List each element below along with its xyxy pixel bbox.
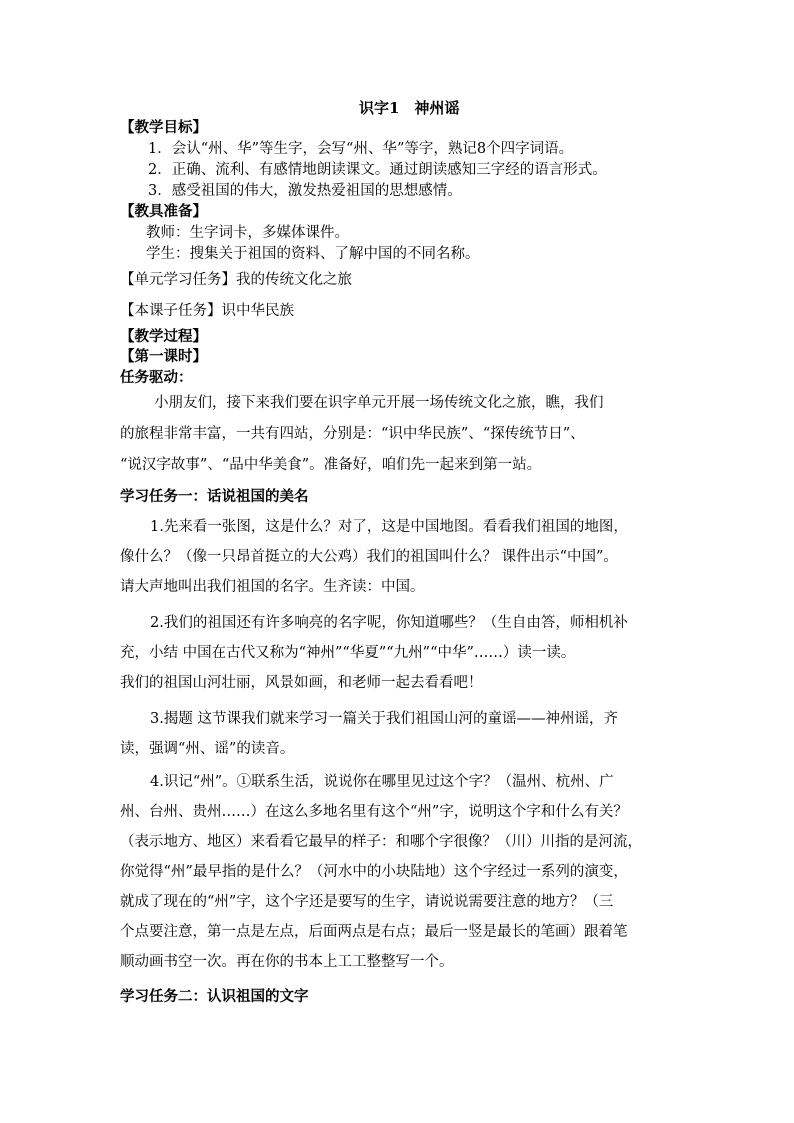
paragraph-line: 像什么？（像一只昂首挺立的大公鸡）我们的祖国叫什么？ 课件出示“中国”。 — [120, 549, 618, 565]
paragraph-line: 顺动画书空一次。再在你的书本上工工整整写一个。 — [120, 954, 454, 970]
paragraph-line: 2.我们的祖国还有许多响亮的名字呢，你知道哪些？（生自由答，师相机补 — [150, 615, 628, 631]
task1-paragraph-2 — [120, 608, 690, 698]
paragraph-line: 读，强调“州、谣”的读音。 — [120, 741, 295, 757]
paragraph-line: 3.揭题 这节课我们就来学习一篇关于我们祖国山河的童谣——神州谣，齐 — [150, 711, 618, 727]
prep-header: 【教具准备】 — [120, 203, 207, 220]
drive-line: 小朋友们，接下来我们要在识字单元开展一场传统文化之旅，瞧，我们 — [154, 395, 604, 411]
task1-paragraph-1 — [120, 512, 690, 602]
paragraph-line: 1.先来看一张图，这是什么？对了，这是中国地图。看看我们祖国的地图， — [150, 519, 628, 535]
drive-line: 的旅程非常丰富，一共有四站，分别是：“识中华民族”、“探传统节日”、 — [120, 426, 585, 442]
lesson-subtask: 【本课子任务】识中华民族 — [120, 303, 294, 319]
paragraph-line: 州、台州、贵州……）在这么多地名里有这个“州”字，说明这个字和什么有关？ — [120, 804, 628, 820]
prep-item: 教师：生字词卡，多媒体课件。 — [146, 225, 349, 241]
goal-item: 1．会认“州、华”等生字，会写“州、华”等字，熟记8个四字词语。 — [148, 141, 574, 157]
task1-paragraph-4 — [120, 767, 690, 977]
task2-header: 学习任务二：认识祖国的文字 — [120, 988, 309, 1005]
period-header: 【第一课时】 — [120, 348, 207, 365]
paragraph-line: 就成了现在的“州”字，这个字还是要写的生字，请说说需要注意的地方？（三 — [120, 894, 614, 910]
paragraph-line: 你觉得“州”最早指的是什么？（河水中的小块陆地）这个字经过一系列的演变， — [120, 864, 628, 880]
unit-task: 【单元学习任务】我的传统文化之旅 — [120, 272, 352, 288]
paragraph-line: 我们的祖国山河壮丽，风景如画，和老师一起去看看吧！ — [120, 675, 483, 691]
task1-header: 学习任务一：话说祖国的美名 — [120, 488, 309, 505]
paragraph-line: 个点要注意，第一点是左点，后面两点是右点；最后一竖是最长的笔画）跟着笔 — [120, 924, 628, 940]
drive-header: 任务驱动： — [120, 369, 193, 386]
paragraph-line: 充，小结 中国在古代又称为“神州”“华夏”“九州”“中华”……）读一读。 — [120, 645, 576, 661]
paragraph-line: 4.识记“州”。①联系生活，说说你在哪里见过这个字？（温州、杭州、广 — [150, 774, 614, 790]
paragraph-line: （表示地方、地区）来看看它最早的样子：和哪个字很像？（川）川指的是河流， — [120, 834, 642, 850]
task1-paragraph-3 — [120, 704, 690, 764]
lesson-title: 识字1 神州谣 — [359, 99, 460, 117]
drive-line: “说汉字故事”、“品中华美食”。准备好，咱们先一起来到第一站。 — [120, 457, 542, 473]
goals-header: 【教学目标】 — [120, 119, 207, 136]
process-header: 【教学过程】 — [120, 328, 207, 345]
goal-item: 2．正确、流利、有感情地朗读课文。通过朗读感知三字经的语言形式。 — [148, 162, 607, 178]
prep-item: 学生：搜集关于祖国的资料、了解中国的不同名称。 — [146, 246, 480, 262]
goal-item: 3．感受祖国的伟大，激发热爱祖国的思想感情。 — [148, 183, 462, 199]
paragraph-line: 请大声地叫出我们祖国的名字。生齐读：中国。 — [120, 579, 425, 595]
